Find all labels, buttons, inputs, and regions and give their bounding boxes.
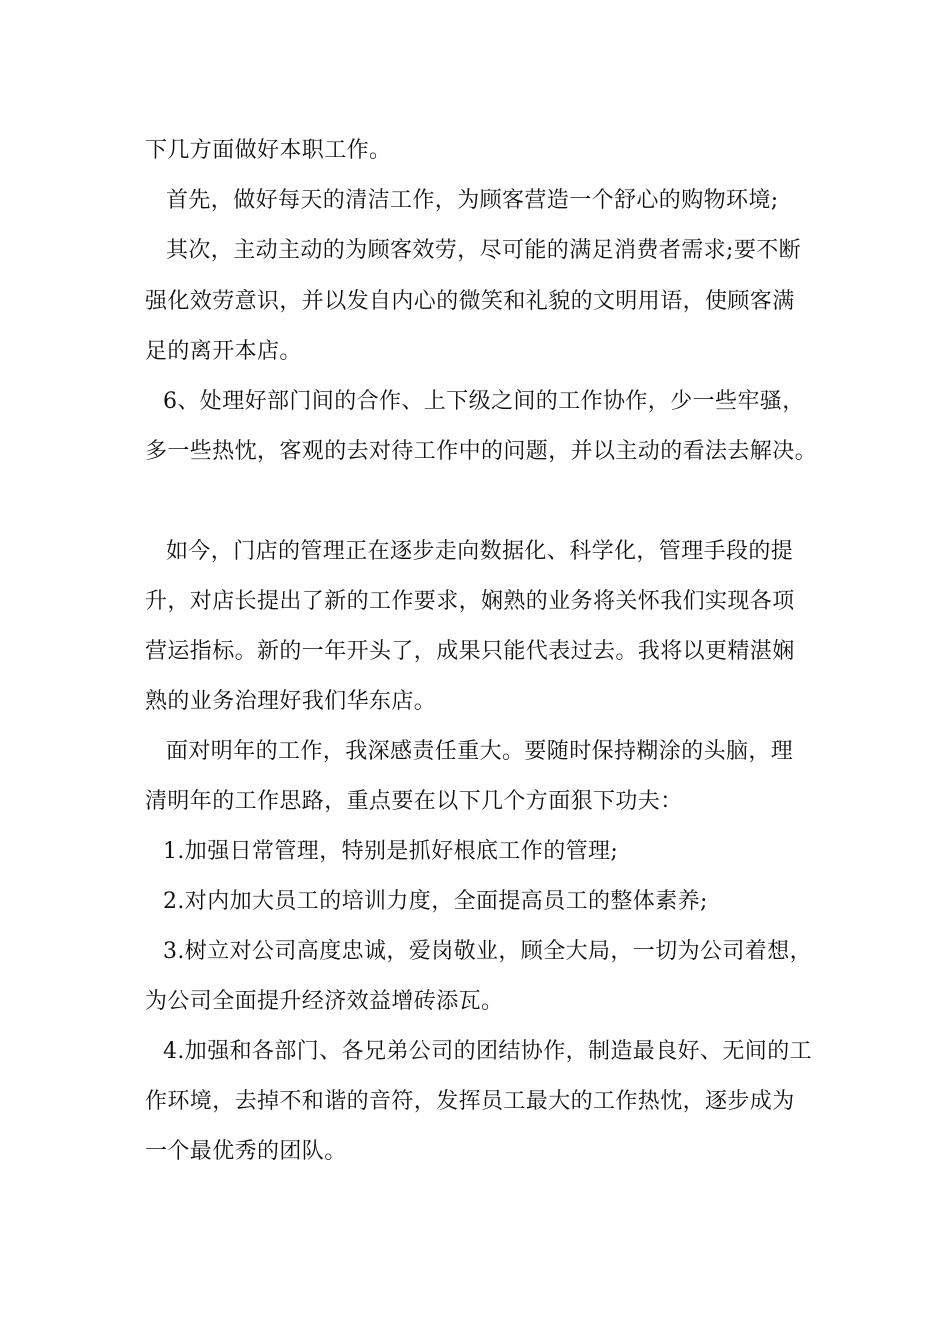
text-line: 其次，主动主动的为顾客效劳，尽可能的满足消费者需求;要不断 (166, 238, 802, 263)
text-line: 6、处理好部门间的合作、上下级之间的工作协作，少一些牢骚， (163, 389, 805, 414)
text-line: 升，对店长提出了新的工作要求，娴熟的业务将关怀我们实现各项 (145, 589, 795, 614)
text-line: 作环境，去掉不和谐的音符，发挥员工最大的工作热忱，逐步成为 (145, 1089, 795, 1114)
text-line: 3.树立对公司高度忠诚，爱岗敬业，顾全大局，一切为公司着想， (163, 939, 812, 964)
text-line: 面对明年的工作，我深感责任重大。要随时保持糊涂的头脑，理 (166, 739, 794, 764)
text-line: 清明年的工作思路，重点要在以下几个方面狠下功夫： (145, 789, 683, 814)
text-line: 多一些热忱，客观的去对待工作中的问题，并以主动的看法去解决。 (145, 439, 818, 464)
text-line: 下几方面做好本职工作。 (145, 138, 392, 163)
text-line: 1.加强日常管理，特别是抓好根底工作的管理; (163, 839, 619, 864)
text-line: 足的离开本店。 (145, 339, 302, 364)
text-line: 如今，门店的管理正在逐步走向数据化、科学化，管理手段的提 (166, 539, 794, 564)
text-line: 4.加强和各部门、各兄弟公司的团结协作，制造最良好、无间的工 (163, 1039, 812, 1064)
text-line: 首先，做好每天的清洁工作，为顾客营造一个舒心的购物环境; (166, 188, 779, 213)
text-line: 营运指标。新的一年开头了，成果只能代表过去。我将以更精湛娴 (145, 639, 795, 664)
text-line: 强化效劳意识，并以发自内心的微笑和礼貌的文明用语，使顾客满 (145, 289, 795, 314)
text-line: 2.对内加大员工的培训力度，全面提高员工的整体素养; (163, 889, 708, 914)
text-line: 一个最优秀的团队。 (145, 1139, 347, 1164)
text-line: 为公司全面提升经济效益增砖添瓦。 (145, 989, 504, 1014)
text-line: 熟的业务治理好我们华东店。 (145, 689, 437, 714)
